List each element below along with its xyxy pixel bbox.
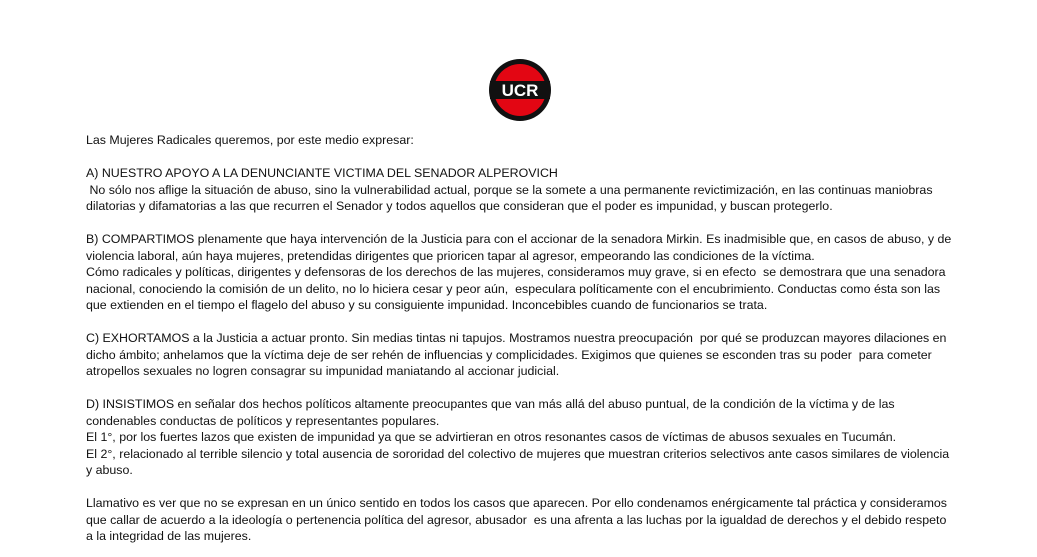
section-d-line: El 2°, relacionado al terrible silencio y total ausencia de sororidad del colectivo de mujeres que muestran criterios selectivos ante casos similares de violencia <box>86 446 950 461</box>
ucr-logo <box>488 58 552 122</box>
section-a-heading: A) NUESTRO APOYO A LA DENUNCIANTE VICTIMA DEL SENADOR ALPEROVICH <box>86 166 558 180</box>
section-b-line: B) COMPARTIMOS plenamente que haya intervención de la Justicia para con el accionar de la senadora Mirkin. Es inadmisible que, en casos de abuso, y de <box>86 232 952 246</box>
closing-line: que callar de acuerdo a la ideología o pertenencia política del agresor, abusador es una afrenta a las luchas por la igualdad de derechos y el debido respeto <box>86 512 947 527</box>
logo-text: UCR <box>501 81 539 100</box>
section-b-line: Cómo radicales y políticas, dirigentes y defensoras de los derechos de las mujeres, consideramos muy grave, si en efecto se demostrara que una senadora <box>86 265 946 279</box>
ucr-logo-emblem <box>488 58 552 122</box>
section-a-line: No sólo nos aflige la situación de abuso, sino la vulnerabilidad actual, porque se la somete a una permanente revictimización, en las continuas maniobras <box>86 182 933 197</box>
section-b-line: que extienden en el tiempo el flagelo del abuso y su consiguiente impunidad. Inconcebibles cuando de funcionarios se trata. <box>86 298 768 312</box>
section-a-line: dilatorias y difamatorias a las que recurren el Senador y todos aquellos que consideran que el poder es impunidad, y buscan protegerlo. <box>86 199 833 213</box>
statement-document <box>86 132 966 545</box>
section-d-line: y abuso. <box>86 463 133 477</box>
section-b-line: nacional, conociendo la comisión de un delito, no lo hiciera cesar y peor aún, especulara políticamente con el encubrimiento. Conductas como ésta son las <box>86 281 941 296</box>
section-d-line: D) INSISTIMOS en señalar dos hechos políticos altamente preocupantes que van más allá del abuso puntual, de la condición de la víctima y de las <box>86 397 895 411</box>
section-d-line: condenables conductas de políticos y representantes populares. <box>86 413 440 428</box>
intro-line: Las Mujeres Radicales queremos, por este medio expresar: <box>86 133 414 147</box>
closing-line: Llamativo es ver que no se expresan en un único sentido en todos los casos que aparecen. Por ello condenamos enérgicamente tal práctica y consideramos <box>86 496 947 510</box>
section-b-line: violencia laboral, aún haya mujeres, pretendidas dirigentes que prioricen tapar al agresor, empeorando las condiciones de la víctima. <box>86 248 815 263</box>
section-d-line: El 1°, por los fuertes lazos que existen de impunidad ya que se advirtieran en otros resonantes casos de víctimas de abusos sexuales en Tucumán. <box>86 430 897 444</box>
section-c-line: atropellos sexuales no logren consagrar su impunidad maniatando al accionar judicial. <box>86 364 560 378</box>
section-c-line: dicho ámbito; anhelamos que la víctima deje de ser rehén de influencias y complicidades. Exigimos que quienes se esconden tras su poder para cometer <box>86 347 932 362</box>
section-c-line: C) EXHORTAMOS a la Justicia a actuar pronto. Sin medias tintas ni tapujos. Mostramos nuestra preocupación por qué se produzcan mayores dilaciones en <box>86 331 947 345</box>
closing-line: a la integridad de las mujeres. <box>86 529 252 543</box>
